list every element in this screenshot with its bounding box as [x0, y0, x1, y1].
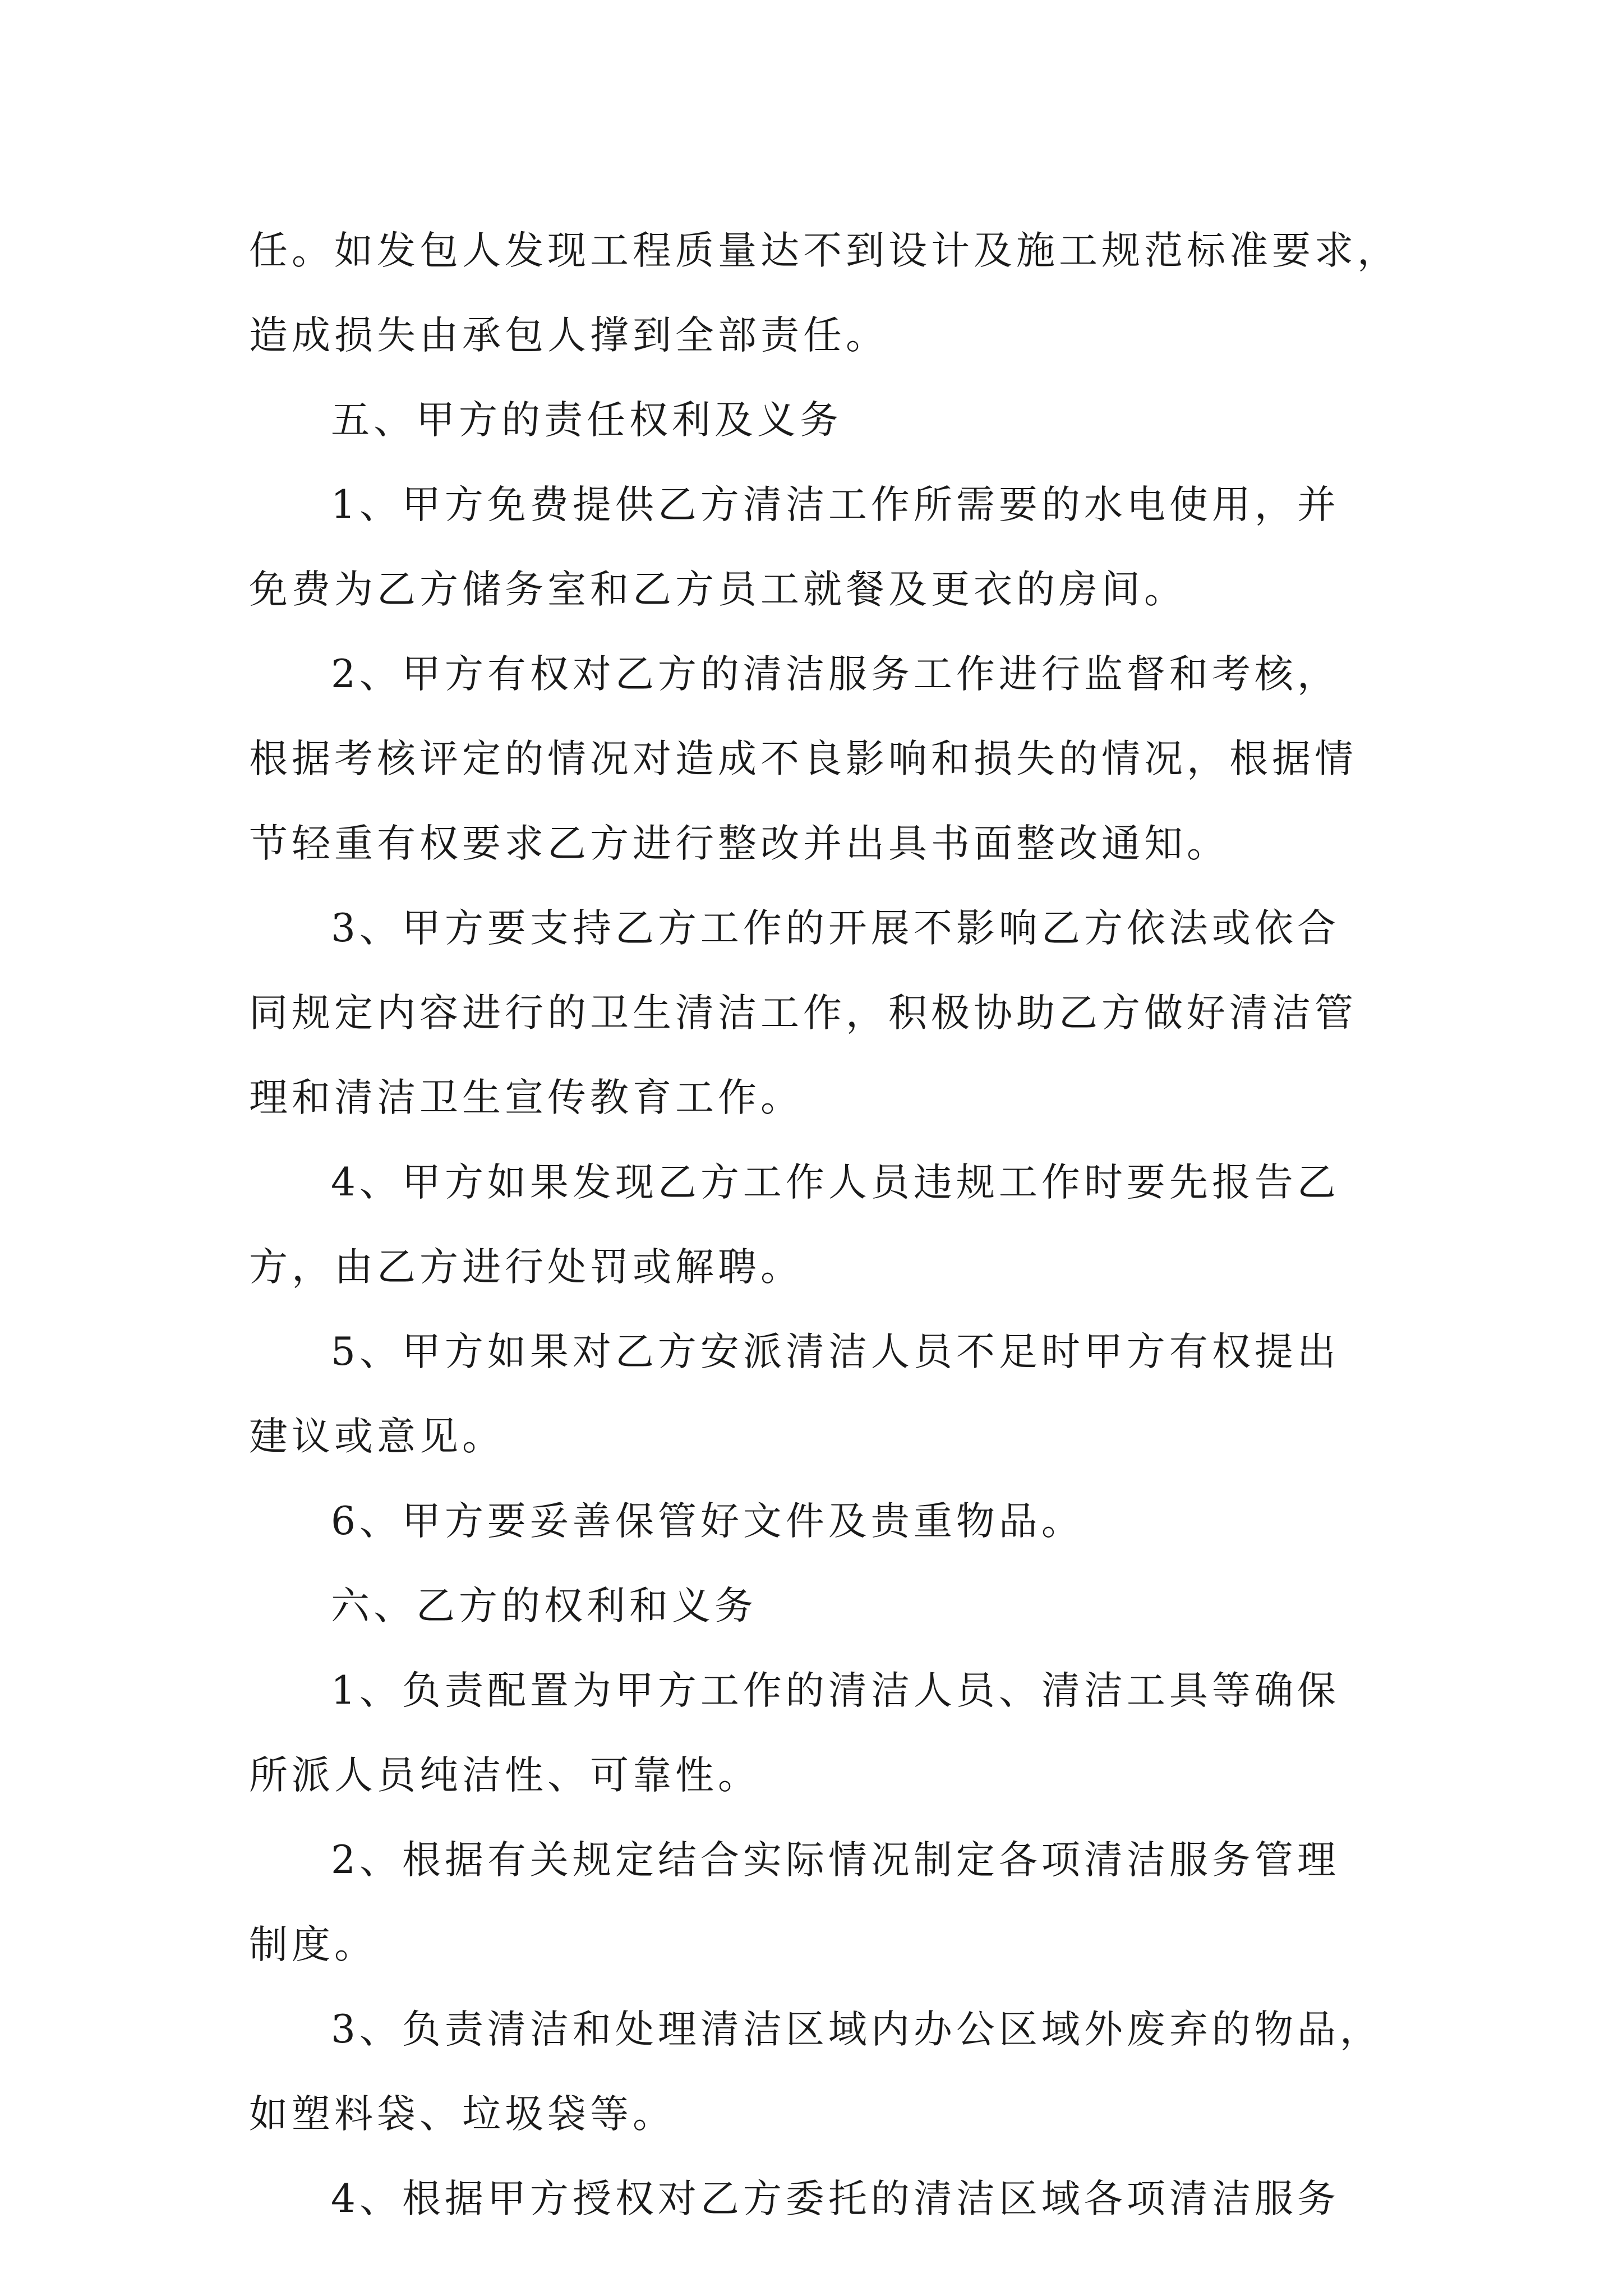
- document-line: 五、甲方的责任权利及义务: [331, 398, 842, 443]
- document-line: 1、负责配置为甲方工作的清洁人员、清洁工具等确保: [331, 1668, 1340, 1713]
- document-line: 六、乙方的权利和义务: [331, 1584, 757, 1628]
- document-line: 4、甲方如果发现乙方工作人员违规工作时要先报告乙: [331, 1160, 1340, 1205]
- document-line: 建议或意见。: [249, 1414, 505, 1459]
- document-line: 免费为乙方储务室和乙方员工就餐及更衣的房间。: [249, 567, 1187, 612]
- document-line: 6、甲方要妥善保管好文件及贵重物品。: [331, 1499, 1084, 1544]
- document-line: 2、根据有关规定结合实际情况制定各项清洁服务管理: [331, 1838, 1340, 1883]
- document-line: 所派人员纯洁性、可靠性。: [249, 1753, 760, 1798]
- document-line: 造成损失由承包人撑到全部责任。: [249, 313, 888, 358]
- document-line: 同规定内容进行的卫生清洁工作，积极协助乙方做好清洁管: [249, 991, 1357, 1036]
- document-line: 2、甲方有权对乙方的清洁服务工作进行监督和考核，: [331, 652, 1340, 697]
- document-line: 理和清洁卫生宣传教育工作。: [249, 1075, 803, 1120]
- document-line: 如塑料袋、垃圾袋等。: [249, 2092, 675, 2137]
- document-line: 根据考核评定的情况对造成不良影响和损失的情况，根据情: [249, 737, 1357, 781]
- document-line: 5、甲方如果对乙方安派清洁人员不足时甲方有权提出: [331, 1329, 1340, 1374]
- document-line: 3、负责清洁和处理清洁区域内办公区域外废弃的物品，: [331, 2007, 1382, 2052]
- document-line: 3、甲方要支持乙方工作的开展不影响乙方依法或依合: [331, 906, 1340, 951]
- document-line: 任。如发包人发现工程质量达不到设计及施工规范标准要求，: [249, 228, 1400, 273]
- document-body: [249, 209, 1404, 2242]
- document-line: 节轻重有权要求乙方进行整改并出具书面整改通知。: [249, 821, 1229, 866]
- document-line: 1、甲方免费提供乙方清洁工作所需要的水电使用，并: [331, 482, 1340, 527]
- document-line: 方，由乙方进行处罚或解聘。: [249, 1245, 803, 1290]
- document-line: 4、根据甲方授权对乙方委托的清洁区域各项清洁服务: [331, 2177, 1340, 2221]
- document-line: 制度。: [249, 1922, 377, 1967]
